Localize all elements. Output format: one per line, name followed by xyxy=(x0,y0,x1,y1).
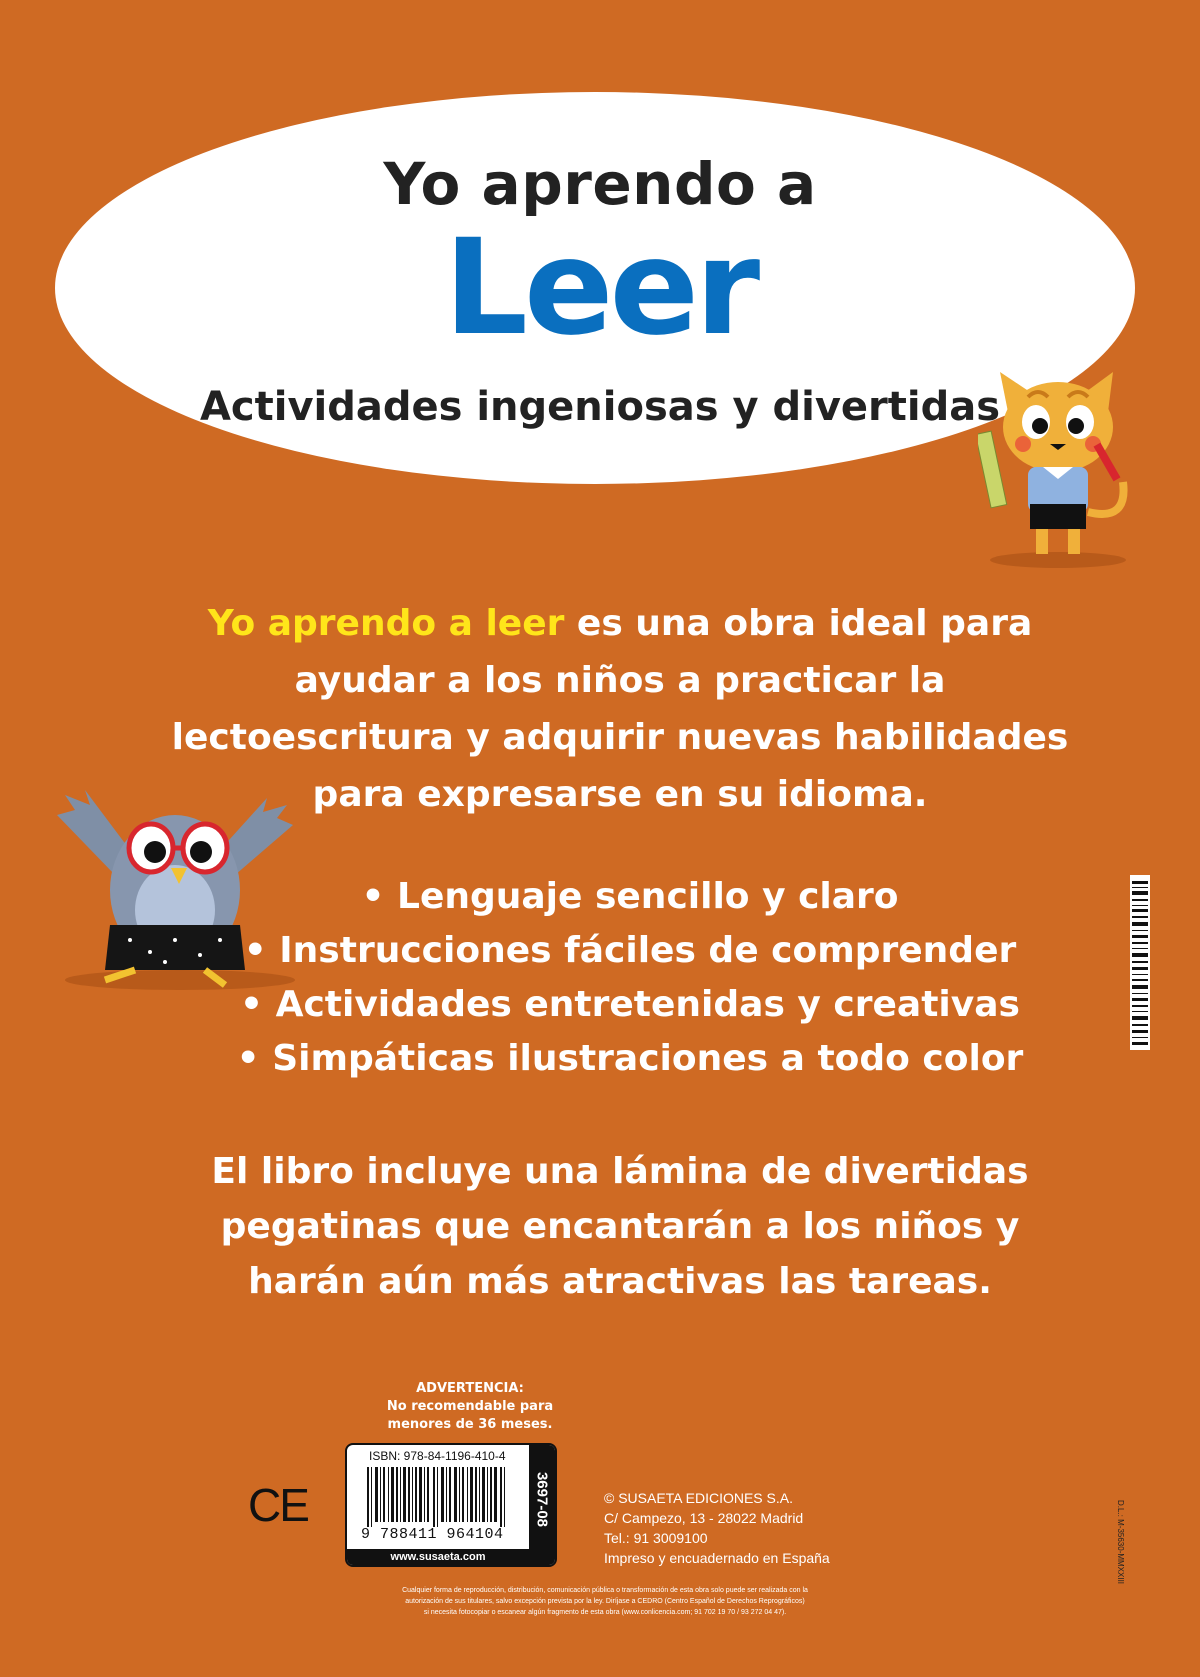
legal-line: autorización de sus titulares, salvo excepción prevista por la ley. Diríjase a CEDRO (Centro Español de Derechos Reprográficos) xyxy=(405,1598,805,1605)
product-code: 3697-08 xyxy=(533,1471,551,1528)
deposito-legal: D.L.: M-35630-MMXXIII xyxy=(1116,1500,1125,1585)
intro-text: es una obra ideal para ayudar a los niños a practicar la lectoescritura y adquirir nuevas habilidades para expresarse en su idioma. xyxy=(171,603,1069,815)
ce-mark: CE xyxy=(248,1479,308,1531)
side-barcode xyxy=(1130,875,1150,1050)
list-item: • Instrucciones fáciles de comprender xyxy=(200,924,1060,978)
publisher-line: C/ Campezo, 13 - 28022 Madrid xyxy=(604,1510,804,1526)
age-warning xyxy=(350,1380,590,1434)
warning-title: ADVERTENCIA: xyxy=(416,1381,524,1396)
publisher-line: © SUSAETA EDICIONES S.A. xyxy=(604,1490,793,1506)
isbn-number: ISBN: 978-84-1196-410-4 xyxy=(369,1449,506,1463)
legal-line: si necesita fotocopiar o escanear algún fragmento de esta obra (www.conlicencia.com; 91 702 19 70 / 93 272 04 47). xyxy=(423,1609,787,1616)
ean-digits: 9 788411 964104 xyxy=(361,1526,504,1543)
intro-highlight: Yo aprendo a leer xyxy=(207,603,565,644)
list-item: • Actividades entretenidas y creativas xyxy=(200,978,1060,1032)
barcode-bars xyxy=(367,1467,517,1527)
product-code-strip xyxy=(529,1445,555,1565)
cat-illustration xyxy=(978,372,1138,572)
publisher-line: Tel.: 91 3009100 xyxy=(604,1530,708,1546)
subtitle: Actividades ingeniosas y divertidas xyxy=(199,384,1001,430)
publisher-line: Impreso y encuadernado en España xyxy=(604,1550,830,1566)
isbn-barcode xyxy=(345,1443,557,1567)
website-link[interactable]: www.susaeta.com xyxy=(347,1549,529,1565)
warning-line: No recomendable para xyxy=(386,1399,554,1414)
publisher-info xyxy=(604,1488,830,1568)
pre-title: Yo aprendo a xyxy=(383,150,817,218)
outro-paragraph: El libro incluye una lámina de divertidas pegatinas que encantarán a los niños y harán aún más atractivas las tareas. xyxy=(211,1151,1029,1302)
legal-line: Cualquier forma de reproducción, distribución, comunicación pública o transformación de esta obra solo puede ser realizada con la xyxy=(402,1587,808,1594)
legal-notice xyxy=(345,1585,865,1618)
main-title: Leer xyxy=(443,211,757,365)
list-item: • Lenguaje sencillo y claro xyxy=(200,870,1060,924)
warning-line: menores de 36 meses. xyxy=(387,1417,553,1432)
list-item: • Simpáticas ilustraciones a todo color xyxy=(200,1032,1060,1086)
intro-paragraph xyxy=(170,595,1070,823)
feature-list xyxy=(200,870,1060,1086)
